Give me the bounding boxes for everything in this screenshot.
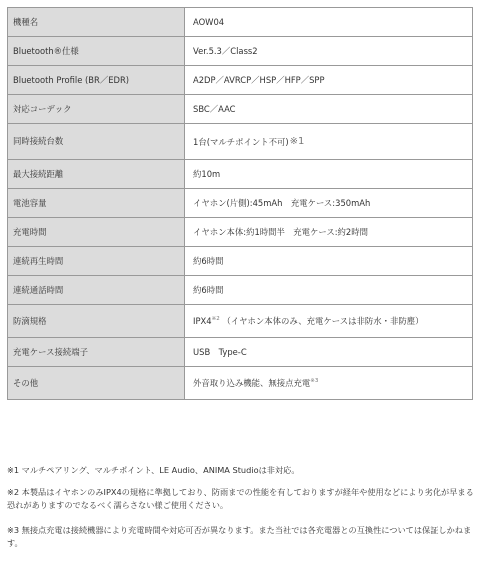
footnote-mark: ※1 <box>289 135 305 147</box>
footnote-2: ※2 本製品はイヤホンのみIPX4の規格に準拠しており、防雨までの性能を有しておりますが経年や使用などにより劣化が早まる恐れがありますのでなるべく濡らさない様ご使用ください。 <box>7 487 474 510</box>
table-row <box>8 247 473 276</box>
spec-value: イヤホン(片側):45mAh 充電ケース:350mAh <box>185 189 473 218</box>
spec-value: A2DP／AVRCP／HSP／HFP／SPP <box>185 66 473 95</box>
spec-label: 同時接続台数 <box>8 124 185 160</box>
footnote-3: ※3 無接点充電は接続機器により充電時間や対応可否が異なります。また当社では各充電器との互換性については保証しかねます。 <box>7 525 472 548</box>
spec-value: AOW04 <box>185 8 473 37</box>
table-row <box>8 367 473 400</box>
spec-label: その他 <box>8 367 185 400</box>
spec-value-text: 1台(マルチポイント不可) <box>193 136 289 147</box>
spec-table <box>7 7 473 400</box>
spec-label: 機種名 <box>8 8 185 37</box>
spec-label: 対応コーデック <box>8 95 185 124</box>
spec-value: 約6時間 <box>185 276 473 305</box>
spec-label: 電池容量 <box>8 189 185 218</box>
spec-value: 約10m <box>185 160 473 189</box>
table-row <box>8 66 473 95</box>
spec-label: 充電時間 <box>8 218 185 247</box>
spec-value: USB Type-C <box>185 338 473 367</box>
spec-value-extra: （イヤホン本体のみ、充電ケースは非防水・非防塵） <box>222 315 424 326</box>
spec-value: SBC／AAC <box>185 95 473 124</box>
table-row <box>8 189 473 218</box>
spec-label: Bluetooth®仕様 <box>8 37 185 66</box>
footnote-mark: ※2 <box>211 316 220 323</box>
spec-value <box>185 305 473 338</box>
spec-label: 防滴規格 <box>8 305 185 338</box>
spec-value: 約6時間 <box>185 247 473 276</box>
spec-value-text: 外音取り込み機能、無接点充電 <box>193 377 311 388</box>
spec-label: 連続通話時間 <box>8 276 185 305</box>
table-row <box>8 305 473 338</box>
spec-label: Bluetooth Profile (BR／EDR) <box>8 66 185 95</box>
table-row <box>8 218 473 247</box>
spec-value <box>185 367 473 400</box>
spec-value: イヤホン本体:約1時間半 充電ケース:約2時間 <box>185 218 473 247</box>
footnotes <box>7 464 475 562</box>
table-row <box>8 124 473 160</box>
spec-value-text: IPX4 <box>193 315 212 326</box>
table-row <box>8 160 473 189</box>
spec-label: 充電ケース接続端子 <box>8 338 185 367</box>
footnote-1: ※1 マルチペアリング、マルチポイント、LE Audio、ANIMA Studioは非対応。 <box>7 465 300 475</box>
spec-label: 連続再生時間 <box>8 247 185 276</box>
footnote-mark: ※3 <box>310 378 319 385</box>
spec-value <box>185 124 473 160</box>
table-row <box>8 276 473 305</box>
spec-label: 最大接続距離 <box>8 160 185 189</box>
table-row <box>8 95 473 124</box>
spec-value: Ver.5.3／Class2 <box>185 37 473 66</box>
table-row <box>8 37 473 66</box>
table-row <box>8 8 473 37</box>
table-row <box>8 338 473 367</box>
